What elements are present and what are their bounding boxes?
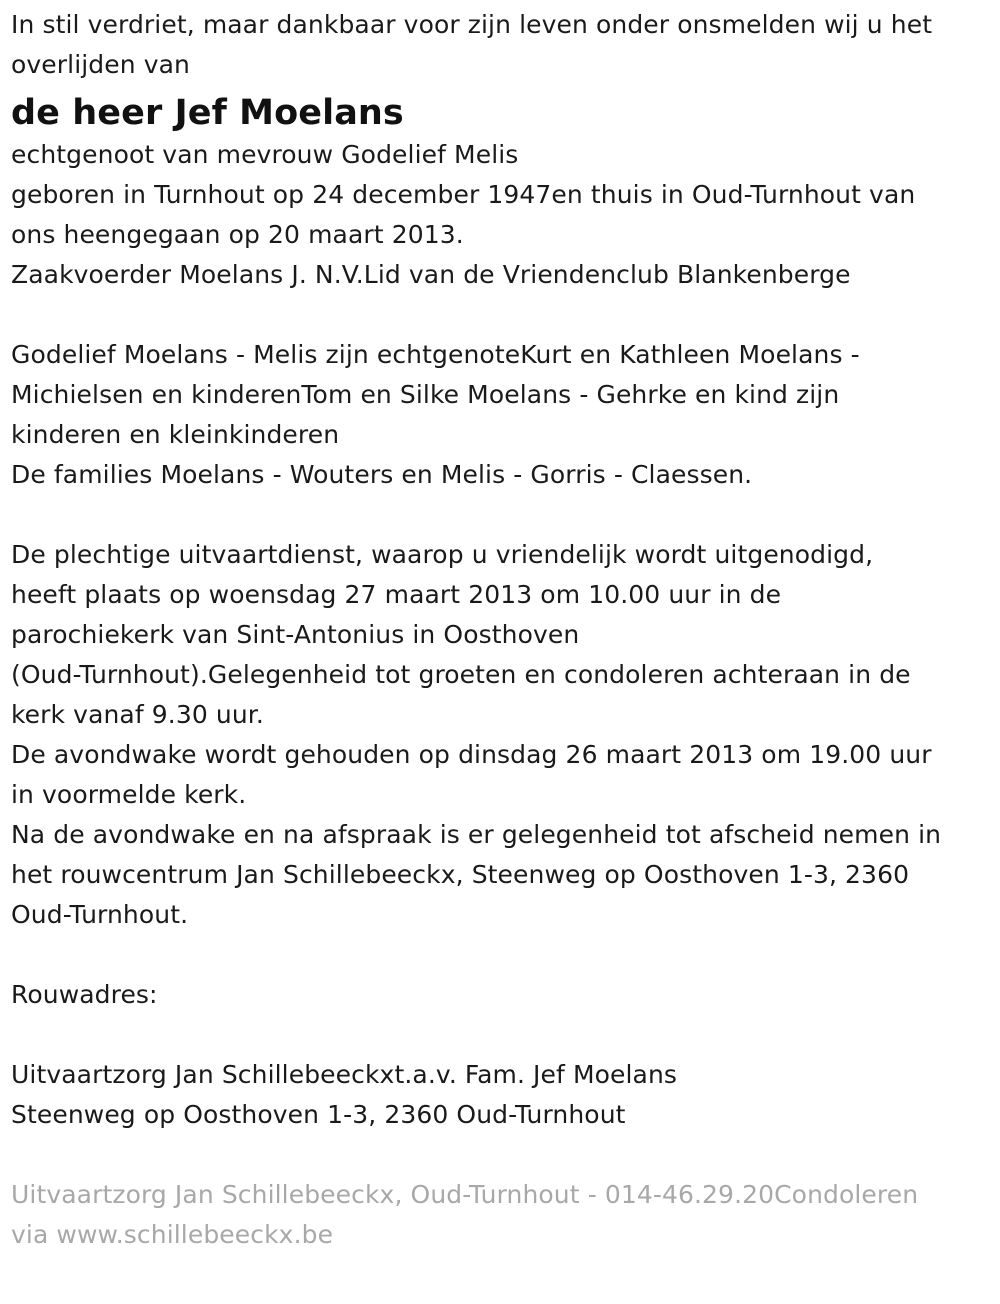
family-line: Godelief Moelans - Melis zijn echtgenoteKurt en Kathleen Moelans -: [11, 340, 860, 369]
service-line: heeft plaats op woensdag 27 maart 2013 om 10.00 uur in de: [11, 580, 782, 609]
service-line: kerk vanaf 9.30 uur.: [11, 700, 264, 729]
intro-text: [11, 5, 991, 85]
family-line: Michielsen en kinderenTom en Silke Moelans - Gehrke en kind zijn: [11, 380, 840, 409]
family-line: De families Moelans - Wouters en Melis - Gorris - Claessen.: [11, 460, 753, 489]
bio-section: [11, 135, 991, 295]
spacer: [11, 495, 991, 535]
service-line: parochiekerk van Sint-Antonius in Oosthoven: [11, 620, 580, 649]
address-line: Uitvaartzorg Jan Schillebeeckxt.a.v. Fam. Jef Moelans: [11, 1060, 678, 1089]
spacer: [11, 1015, 991, 1055]
spacer: [11, 1135, 991, 1175]
deceased-name: de heer Jef Moelans: [11, 93, 404, 133]
mourning-address: [11, 1055, 991, 1135]
intro-line: overlijden van: [11, 50, 190, 79]
bio-line: geboren in Turnhout op 24 december 1947en thuis in Oud-Turnhout van: [11, 180, 916, 209]
family-section: [11, 335, 991, 495]
intro-line: In stil verdriet, maar dankbaar voor zijn leven onder onsmelden wij u het: [11, 10, 933, 39]
service-section: [11, 535, 991, 935]
footer-link-line[interactable]: via www.schillebeeckx.be: [11, 1220, 334, 1249]
bio-line: ons heengegaan op 20 maart 2013.: [11, 220, 464, 249]
service-line: De avondwake wordt gehouden op dinsdag 26 maart 2013 om 19.00 uur: [11, 740, 932, 769]
service-line: De plechtige uitvaartdienst, waarop u vriendelijk wordt uitgenodigd,: [11, 540, 874, 569]
footer-credit: [11, 1175, 991, 1255]
footer-line: Uitvaartzorg Jan Schillebeeckx, Oud-Turnhout - 014-46.29.20Condoleren: [11, 1180, 919, 1209]
service-line: het rouwcentrum Jan Schillebeeckx, Steenweg op Oosthoven 1-3, 2360: [11, 860, 910, 889]
mourning-address-label: Rouwadres:: [11, 980, 158, 1009]
bio-line: Zaakvoerder Moelans J. N.V.Lid van de Vriendenclub Blankenberge: [11, 260, 851, 289]
service-line: in voormelde kerk.: [11, 780, 247, 809]
address-line: Steenweg op Oosthoven 1-3, 2360 Oud-Turnhout: [11, 1100, 626, 1129]
service-line: Oud-Turnhout.: [11, 900, 189, 929]
service-line: (Oud-Turnhout).Gelegenheid tot groeten en condoleren achteraan in de: [11, 660, 911, 689]
spacer: [11, 935, 991, 975]
obituary-notice: [11, 5, 991, 1255]
spacer: [11, 295, 991, 335]
family-line: kinderen en kleinkinderen: [11, 420, 340, 449]
service-line: Na de avondwake en na afspraak is er gelegenheid tot afscheid nemen in: [11, 820, 942, 849]
bio-line: echtgenoot van mevrouw Godelief Melis: [11, 140, 519, 169]
